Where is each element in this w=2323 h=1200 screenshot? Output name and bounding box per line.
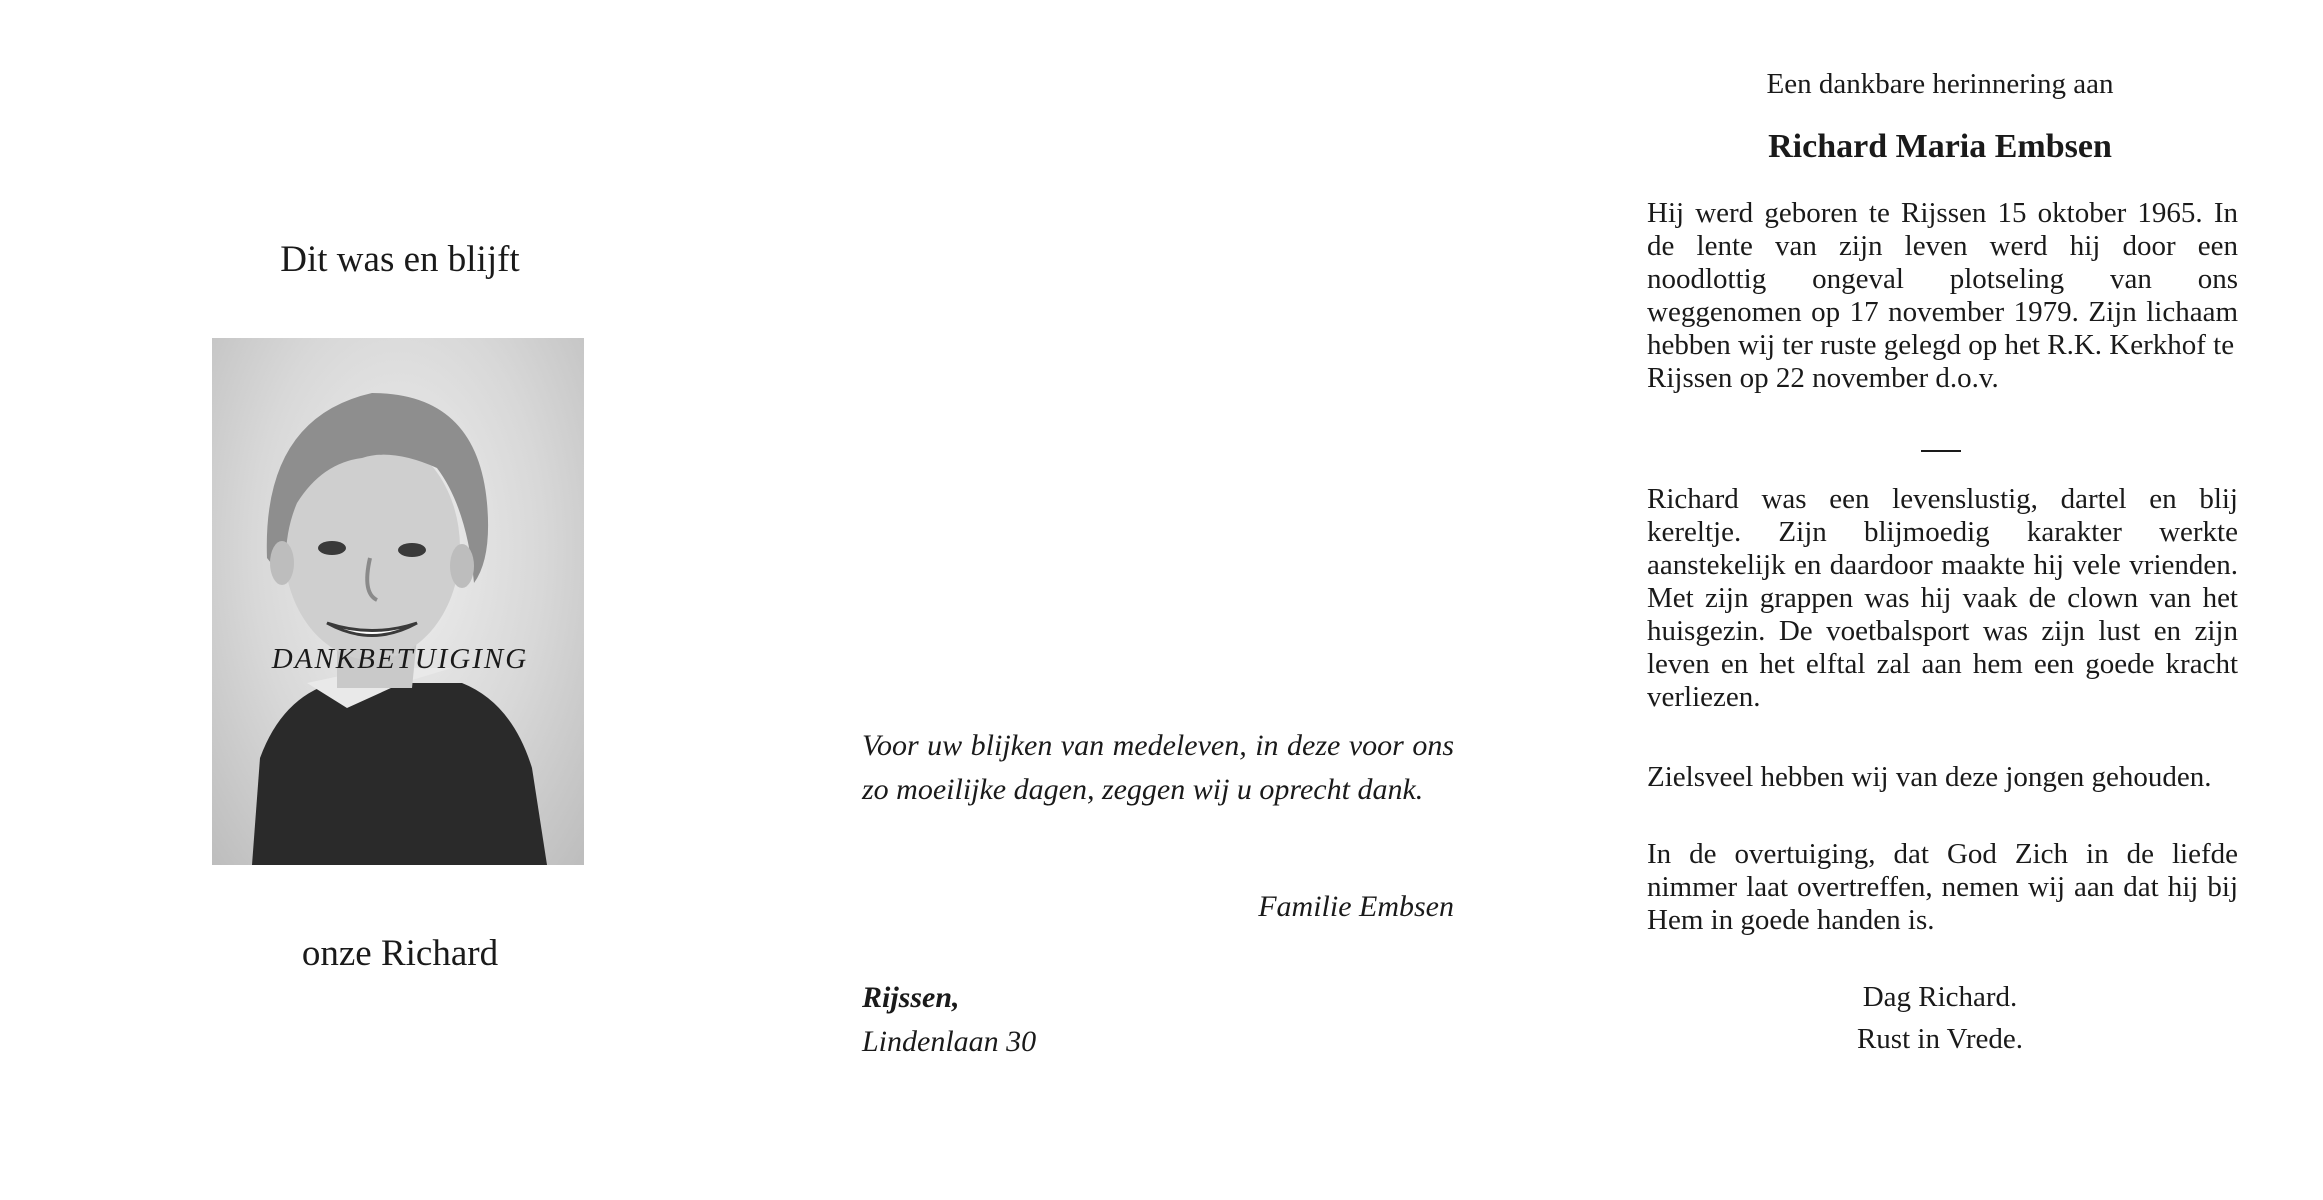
closing-farewell: Dag Richard. [1862,981,2018,1013]
address-block [862,976,1036,1064]
birth-death-text: Hij werd geboren te Rijssen 15 oktober 1965. In de lente van zijn leven werd hij door een noodlottig ongeval plotseling van ons weggenomen op 17 november 1979. Zijn lichaam hebben wij ter ruste gelegd op het R.K. Kerkhof te [1647,197,2238,361]
closing-block [1640,976,2240,1060]
address-city: Rijssen, [862,981,960,1014]
birth-death-paragraph [1647,197,2238,395]
closing-rest: Rust in Vrede. [1856,1023,2024,1055]
thanks-title: DANKBETUIGING [271,643,529,675]
memory-heading: Een dankbare herinnering aan [1766,68,2114,100]
faith-paragraph: In de overtuiging, dat God Zich in de liefde nimmer laat overtreffen, nemen wij aan dat hij bij Hem in goede handen is. [1647,838,2238,936]
intro-text: Dit was en blijft [280,239,520,280]
love-paragraph: Zielsveel hebben wij van deze jongen gehouden. [1647,761,2212,793]
address-street: Lindenlaan 30 [862,1025,1037,1058]
thanks-text: Voor uw blijken van medeleven, in deze voor ons zo moeilijke dagen, zeggen wij u oprecht dank. [862,729,1454,806]
portrait-illustration [212,338,584,865]
character-paragraph: Richard was een levenslustig, dartel en blij kereltje. Zijn blijmoedig karakter werkte aanstekelijk en daardoor maakte hij vele vrienden. Met zijn grappen was hij vaak de clown van het huisgezin. De voetbalsport was zijn lust en zijn leven en het elftal zal aan hem een goede kracht verliezen. [1647,483,2238,713]
section-divider [1921,450,1961,452]
family-signature: Familie Embsen [1258,890,1454,923]
outro-text: onze Richard [301,933,499,974]
burial-line: Rijssen op 22 november d.o.v. [1647,362,1999,394]
portrait-photo [212,338,584,865]
deceased-name: Richard Maria Embsen [1768,128,2112,165]
